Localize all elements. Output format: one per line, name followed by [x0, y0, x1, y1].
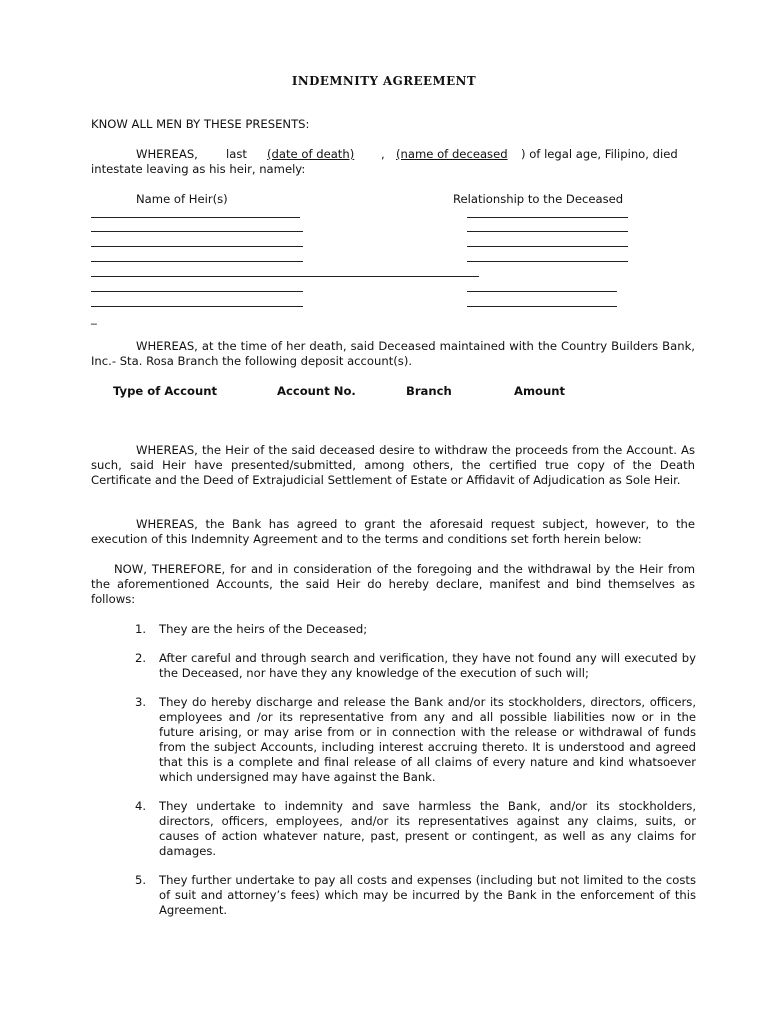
relationship-blank-line	[467, 231, 628, 232]
heir-name-column-header: Name of Heir(s)	[136, 192, 228, 206]
term-item	[130, 651, 696, 681]
relationship-blank-line	[467, 291, 617, 292]
type-of-account-header: Type of Account	[113, 384, 218, 398]
name-of-deceased-field: (name of deceased	[396, 147, 508, 161]
heir-name-blank-line	[91, 306, 303, 307]
term-number: 4.	[135, 799, 147, 813]
whereas-line2: intestate leaving as his heir, namely:	[91, 162, 306, 176]
whereas-comma: ,	[381, 147, 385, 161]
term-number: 3.	[135, 695, 147, 709]
term-text: They further undertake to pay all costs and expenses (including but not limited to the costs of suit and attorney’s fees) which may be incurred by the Bank in the enforcement of this Agreement.	[159, 873, 696, 917]
whereas-withdraw-paragraph: WHEREAS, the Heir of the said deceased desire to withdraw the proceeds from the Account. As such, said Heir have presented/submitted, among others, the certified true copy of the Death Certificate and the Deed of Extrajudicial Settlement of Estate or Affidavit of Adjudication as Sole Heir.	[91, 443, 695, 487]
account-no-header: Account No.	[277, 384, 356, 398]
relationship-blank-line	[467, 306, 617, 307]
relationship-blank-line	[467, 217, 628, 218]
term-item	[130, 873, 696, 918]
date-of-death-field: (date of death)	[267, 147, 355, 161]
relationship-blank-line	[467, 246, 628, 247]
whereas-lead: WHEREAS,	[136, 147, 198, 161]
whereas-deposit-paragraph: WHEREAS, at the time of her death, said Deceased maintained with the Country Builders Bank, Inc.- Sta. Rosa Branch the following deposit account(s).	[91, 339, 695, 368]
know-all-men-heading: KNOW ALL MEN BY THESE PRESENTS:	[91, 117, 310, 131]
amount-header: Amount	[514, 384, 566, 398]
terms-list	[130, 622, 696, 932]
heir-name-blank-line	[91, 291, 303, 292]
term-number: 2.	[135, 651, 147, 665]
term-text: After careful and through search and verification, they have not found any will executed by the Deceased, nor have they any knowledge of the execution of such will;	[159, 651, 696, 680]
whereas-rest: ) of legal age, Filipino, died	[521, 147, 678, 161]
relationship-column-header: Relationship to the Deceased	[453, 192, 624, 206]
now-therefore-paragraph: NOW, THEREFORE, for and in consideration of the foregoing and the withdrawal by the Heir from the aforementioned Accounts, the said Heir do hereby declare, manifest and bind themselves as follows:	[91, 562, 695, 606]
term-item	[130, 695, 696, 785]
heir-name-blank-line	[91, 231, 303, 232]
term-item	[130, 799, 696, 859]
whereas-bank-agreed-paragraph: WHEREAS, the Bank has agreed to grant the aforesaid request subject, however, to the execution of this Indemnity Agreement and to the terms and conditions set forth herein below:	[91, 517, 695, 546]
term-text: They are the heirs of the Deceased;	[159, 622, 368, 636]
term-text: They do hereby discharge and release the Bank and/or its stockholders, directors, officers, employees and /or its representative from any and all possible liabilities now or in the future arising, or may arise from or in connection with the release or withdrawal of funds from the subject Accounts, including interest accruing thereto. It is understood and agreed that this is a complete and final release of all claims of every nature and kind whatsoever which undersigned may have against the Bank.	[159, 695, 696, 784]
heir-name-blank-line	[91, 246, 303, 247]
heir-name-blank-line	[91, 261, 303, 262]
long-blank-line	[91, 276, 479, 277]
term-number: 5.	[135, 873, 147, 887]
whereas-last: last	[226, 147, 247, 161]
term-text: They undertake to indemnity and save harmless the Bank, and/or its stockholders, directors, officers, employees, and/or its representatives against any claims, suits, or causes of action whatever nature, past, present or contingent, as well as any claims for damages.	[159, 799, 696, 858]
branch-header: Branch	[406, 384, 452, 398]
stray-underscore: _	[91, 311, 97, 325]
term-item	[130, 622, 696, 637]
heir-name-blank-line	[91, 217, 300, 218]
relationship-blank-line	[467, 261, 628, 262]
document-title: INDEMNITY AGREEMENT	[291, 74, 477, 88]
term-number: 1.	[135, 622, 147, 636]
